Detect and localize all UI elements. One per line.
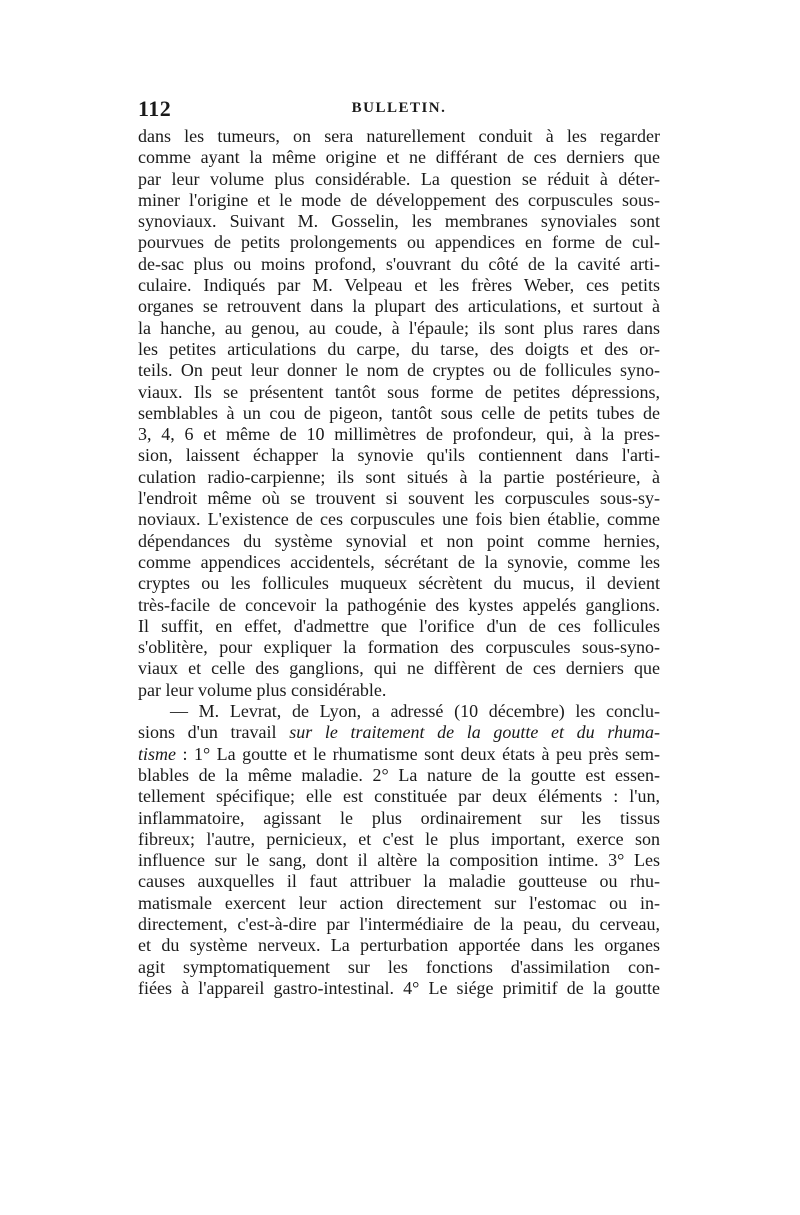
text-line: de-sac plus ou moins profond, s'ouvrant du côté de la cavité arti- (138, 253, 660, 274)
text-line (138, 722, 660, 743)
text-line: miner l'origine et le mode de développement des corpuscules sous- (138, 189, 660, 210)
text-line: cryptes ou les follicules muqueux sécrètent du mucus, il devient (138, 573, 660, 594)
text-line: Il suffit, en effet, d'admettre que l'orifice d'un de ces follicules (138, 615, 660, 636)
text-line: — M. Levrat, de Lyon, a adressé (10 décembre) les conclu- (170, 701, 660, 722)
text-line: pourvues de petits prolongements ou appendices en forme de cul- (138, 232, 660, 253)
paragraph-1 (138, 126, 660, 701)
text-line: matismale exercent leur action directement sur l'estomac ou in- (138, 892, 660, 913)
text-line: teils. On peut leur donner le nom de cryptes ou de follicules syno- (138, 360, 660, 381)
italic-title-run: tisme (138, 743, 176, 764)
text-line: dans les tumeurs, on sera naturellement conduit à les regarder (138, 126, 660, 146)
text-line: directement, c'est-à-dire par l'intermédiaire de la peau, du cerveau, (138, 913, 660, 934)
italic-title-run: sur le traitement de la goutte et du rhuma- (289, 722, 661, 743)
text-line: les petites articulations du carpe, du tarse, des doigts et des or- (138, 338, 660, 359)
text-line: viaux et celle des ganglions, qui ne diffèrent de ces derniers que (138, 658, 660, 679)
text-line: très-facile de concevoir la pathogénie des kystes appelés ganglions. (138, 594, 660, 615)
text-line: l'endroit même où se trouvent si souvent les corpuscules sous-sy- (138, 488, 660, 509)
text-line: comme appendices accidentels, sécrétant de la synovie, comme les (138, 551, 660, 572)
text-line (138, 744, 660, 765)
text-line: par leur volume plus considérable. La question se réduit à déter- (138, 168, 660, 189)
text-line: culation radio-carpienne; ils sont situés à la partie postérieure, à (138, 466, 660, 487)
text-line: blables de la même maladie. 2° La nature de la goutte est essen- (138, 764, 660, 785)
text-line: synoviaux. Suivant M. Gosselin, les membranes synoviales sont (138, 211, 660, 232)
text-line: fibreux; l'autre, pernicieux, et c'est le plus important, exerce son (138, 828, 660, 849)
text-line: s'oblitère, pour expliquer la formation des corpuscules sous-syno- (138, 637, 660, 658)
text-line: culaire. Indiqués par M. Velpeau et les frères Weber, ces petits (138, 275, 660, 296)
paragraph-2 (138, 701, 660, 999)
text-line: sion, laissent échapper la synovie qu'ils contiennent dans l'arti- (138, 445, 660, 466)
running-head: BULLETIN. (351, 100, 447, 116)
text-line: agit symptomatiquement sur les fonctions d'assimilation con- (138, 956, 660, 977)
text-run: sions d'un travail (138, 722, 290, 743)
page-header (138, 96, 660, 124)
text-line: causes auxquelles il faut attribuer la maladie goutteuse ou rhu- (138, 871, 660, 892)
text-line: semblables à un cou de pigeon, tantôt sous celle de petits tubes de (138, 402, 660, 423)
text-line: 3, 4, 6 et même de 10 millimètres de profondeur, qui, à la pres- (138, 424, 660, 445)
text-line: comme ayant la même origine et ne différant de ces derniers que (138, 147, 660, 168)
text-line: inflammatoire, agissant le plus ordinairement sur les tissus (138, 807, 660, 828)
text-line: viaux. Ils se présentent tantôt sous forme de petites dépressions, (138, 381, 660, 402)
text-line: noviaux. L'existence de ces corpuscules une fois bien établie, comme (138, 509, 660, 530)
text-line: par leur volume plus considérable. (138, 679, 387, 700)
text-line: tellement spécifique; elle est constituée par deux éléments : l'un, (138, 786, 660, 807)
text-line: fiées à l'appareil gastro-intestinal. 4° Le siége primitif de la goutte (138, 977, 660, 998)
text-line: dépendances du système synovial et non point comme hernies, (138, 530, 660, 551)
text-line: organes se retrouvent dans la plupart des articulations, et surtout à (138, 296, 660, 317)
page-number: 112 (138, 96, 172, 121)
text-line: influence sur le sang, dont il altère la composition intime. 3° Les (138, 850, 660, 871)
text-run: : 1° La goutte et le rhumatisme sont deux états à peu près sem- (176, 743, 660, 764)
body-text (138, 126, 660, 999)
text-line: et du système nerveux. La perturbation apportée dans les organes (138, 935, 660, 956)
text-line: la hanche, au genou, au coude, à l'épaule; ils sont plus rares dans (138, 317, 660, 338)
